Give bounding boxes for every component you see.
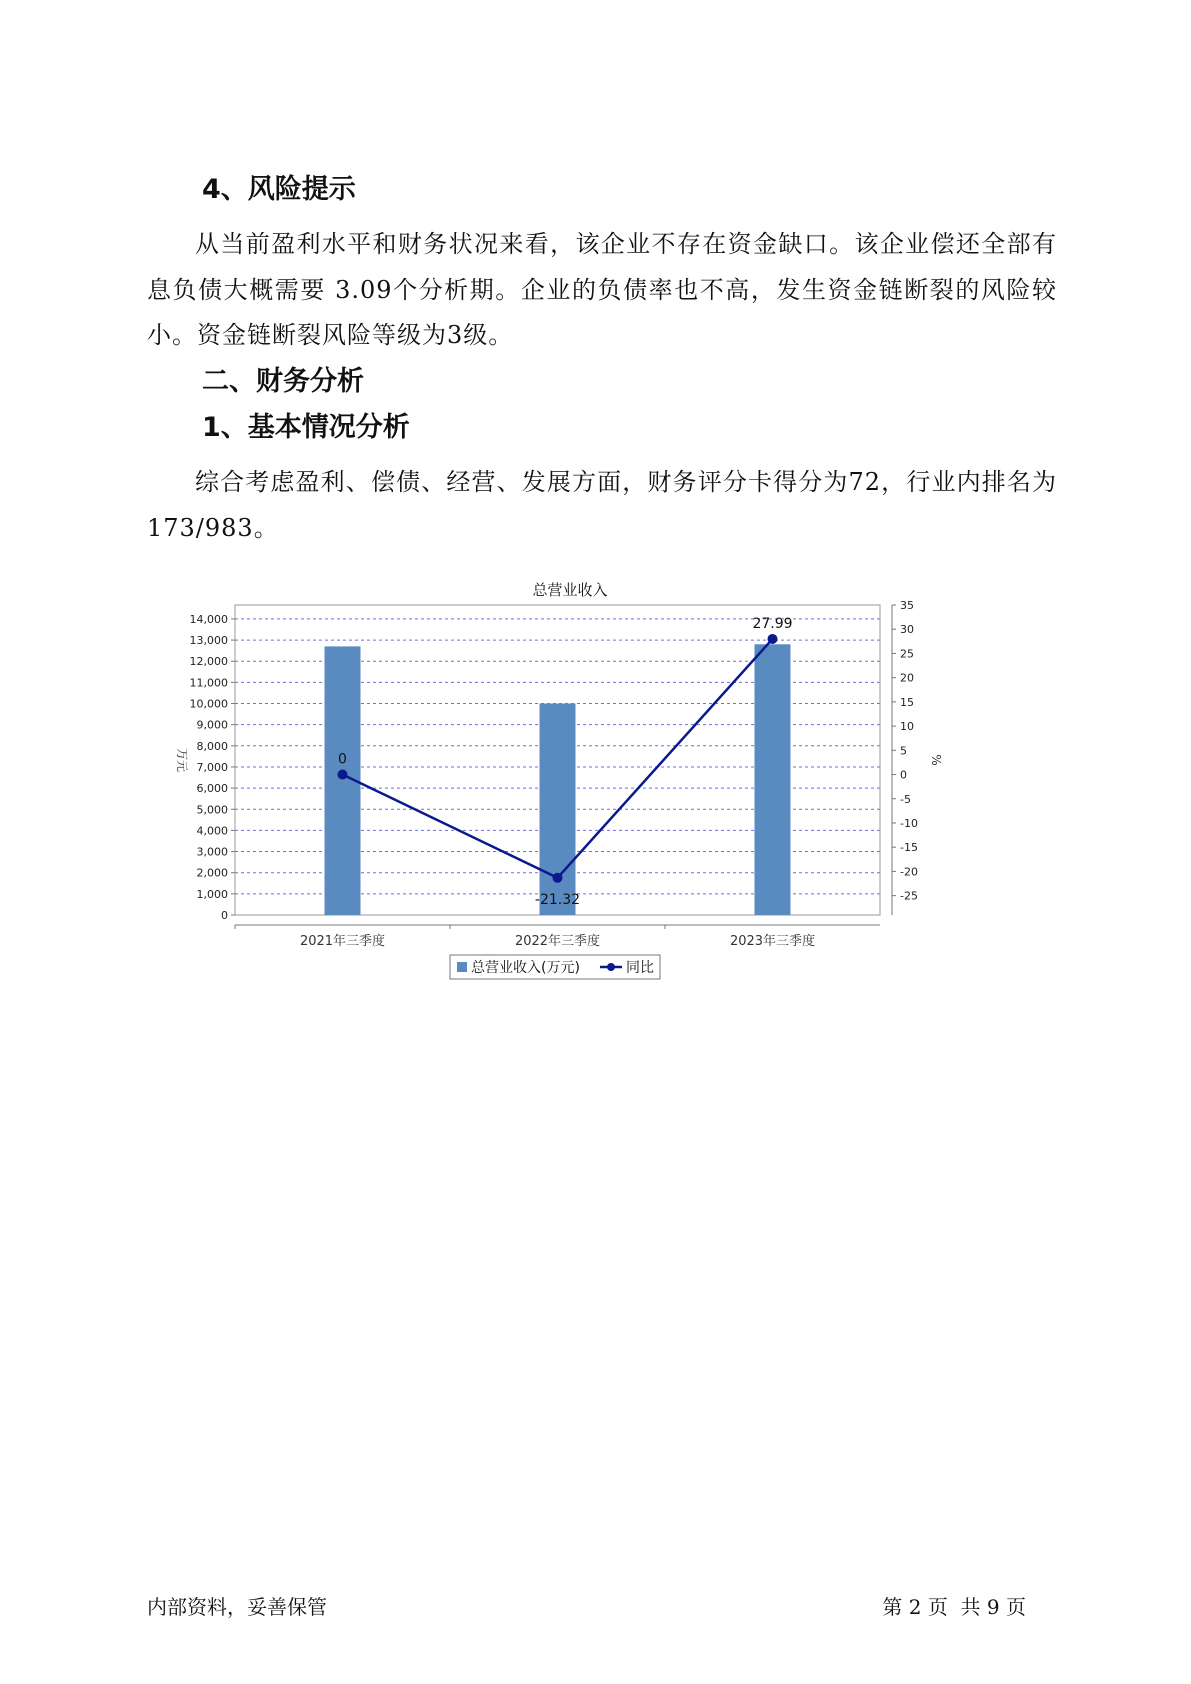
chart-title: 总营业收入 (532, 581, 608, 599)
legend-line-marker (607, 963, 615, 971)
y-tick-label: 9,000 (196, 718, 228, 732)
yoy-data-label: -21.32 (534, 891, 581, 908)
risk-paragraph: 从当前盈利水平和财务状况来看，该企业不存在资金缺口。该企业偿还全部有息负债大概需要 3.09个分析期。企业的负债率也不高，发生资金链断裂的风险较小。资金链断裂风险等级为3级。 (147, 230, 1057, 349)
chart-legend (450, 955, 660, 979)
finance-heading: 二、财务分析 (202, 366, 364, 397)
y-tick-label: 8,000 (196, 739, 228, 753)
y2-tick-label: -5 (900, 792, 911, 806)
y-tick-label: 2,000 (196, 866, 228, 880)
y2-tick-label: -20 (900, 865, 918, 879)
yoy-data-label: 27.99 (752, 615, 793, 632)
y2-tick-label: 5 (900, 744, 907, 758)
y-tick-label: 7,000 (196, 760, 228, 774)
y-axis-label: 万元 (175, 747, 189, 773)
yoy-point (338, 770, 348, 780)
x-tick-label: 2022年三季度 (514, 934, 601, 949)
revenue-bar (755, 644, 791, 915)
y-tick-label: 0 (221, 909, 228, 922)
y2-tick-label: -10 (900, 816, 918, 830)
y2-tick-label: 20 (900, 671, 914, 685)
y2-tick-label: 15 (900, 695, 914, 709)
legend-bar-swatch (457, 962, 467, 972)
legend-line-label: 同比 (626, 960, 654, 976)
y2-tick-label: 35 (900, 599, 914, 612)
y-tick-label: 1,000 (196, 887, 228, 901)
basic-analysis-heading: 1、基本情况分析 (202, 412, 410, 443)
risk-heading: 4、风险提示 (202, 174, 356, 205)
y2-tick-label: 0 (900, 768, 907, 782)
yoy-data-label: 0 (338, 751, 347, 768)
x-tick-label: 2021年三季度 (299, 934, 386, 949)
y2-tick-label: 10 (900, 720, 914, 734)
basic-analysis-paragraph: 综合考虑盈利、偿债、经营、发展方面，财务评分卡得分为72，行业内排名为173/983。 (147, 468, 1057, 542)
y-tick-label: 5,000 (196, 803, 228, 817)
y-tick-label: 10,000 (189, 697, 228, 711)
y-tick-label: 12,000 (189, 655, 228, 669)
y2-tick-label: -25 (900, 889, 918, 903)
legend-bar-label: 总营业收入(万元) (471, 960, 580, 976)
revenue-chart (160, 581, 980, 990)
footer-page-number: 第 2 页 共 9 页 (882, 1595, 1026, 1619)
y2-tick-label: 25 (900, 647, 914, 661)
y-tick-label: 11,000 (189, 676, 228, 690)
x-tick-label: 2023年三季度 (729, 934, 816, 949)
revenue-bar (540, 704, 576, 915)
y-tick-label: 14,000 (189, 612, 228, 626)
y2-tick-label: -15 (900, 841, 918, 855)
footer-confidential: 内部资料，妥善保管 (147, 1595, 327, 1619)
yoy-point (768, 634, 778, 644)
y-tick-label: 6,000 (196, 782, 228, 796)
y-tick-label: 13,000 (189, 634, 228, 648)
y-tick-label: 3,000 (196, 845, 228, 859)
y2-tick-label: 30 (900, 623, 914, 637)
yoy-point (553, 873, 563, 883)
y-tick-label: 4,000 (196, 824, 228, 838)
y2-axis-label: % (929, 754, 943, 766)
